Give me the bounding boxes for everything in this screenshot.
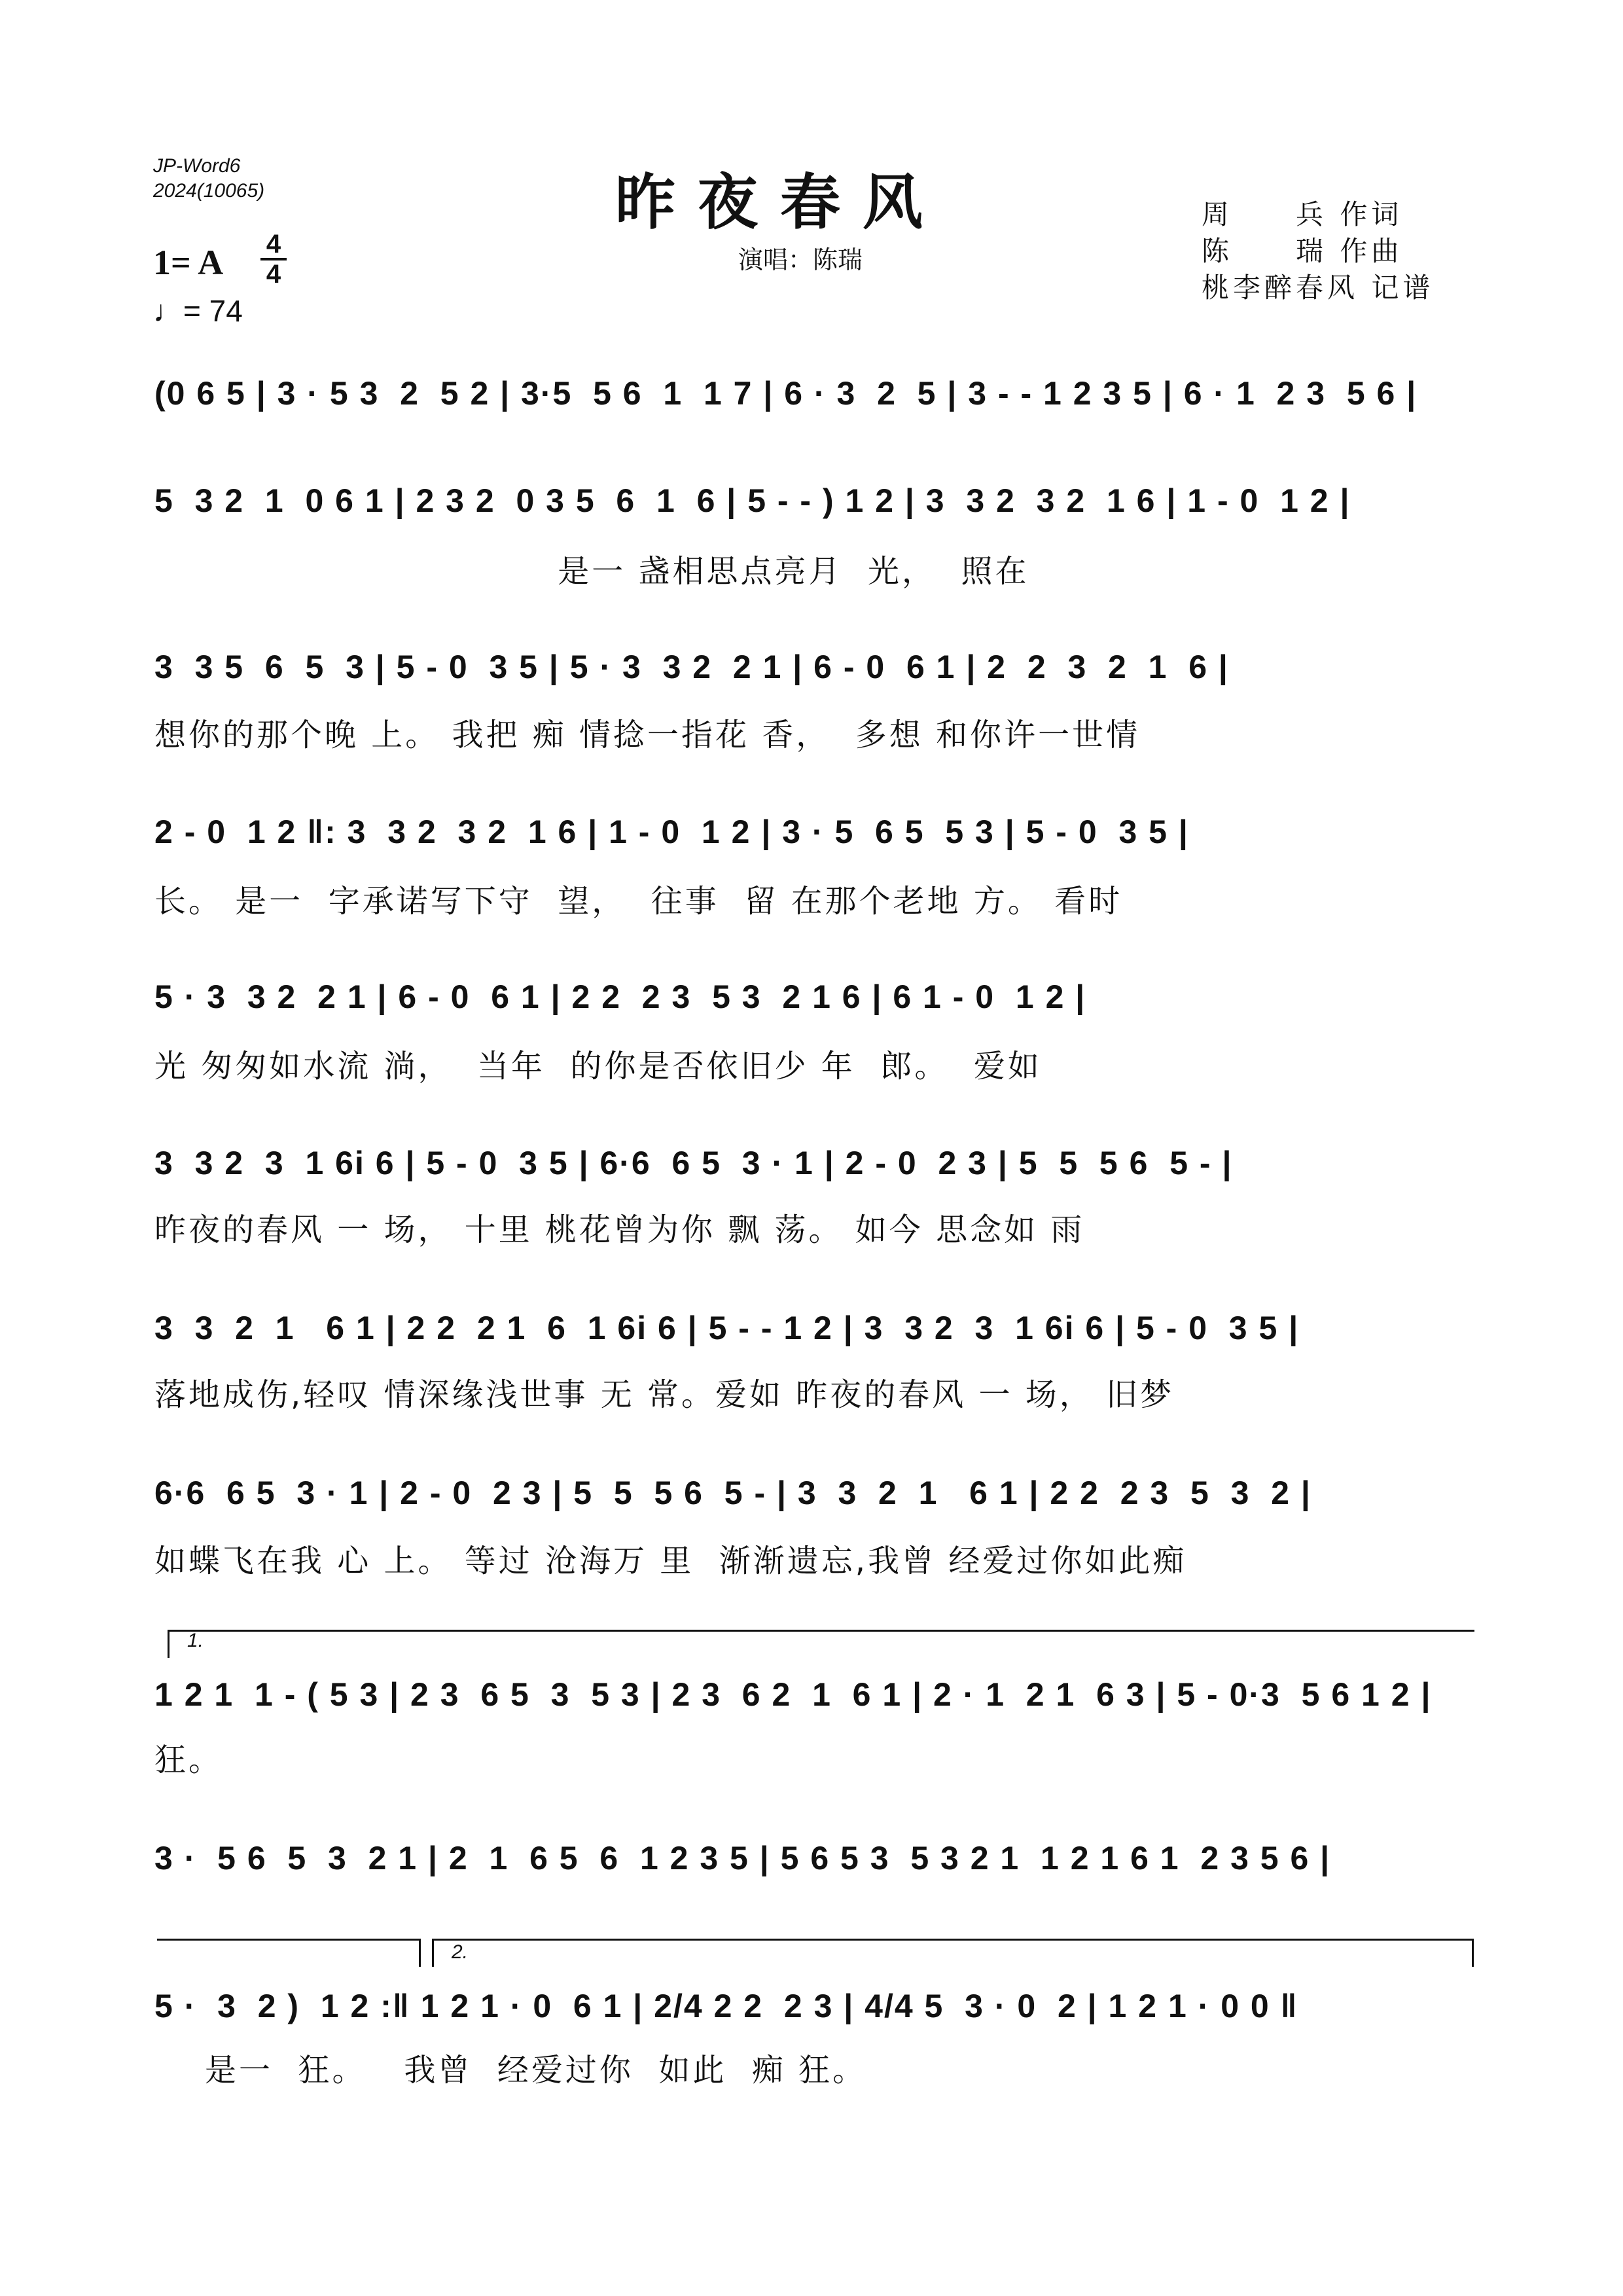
software-label: JP-Word6	[153, 155, 241, 177]
system-1-notes: (0 6 5 | 3 · 5 3 2 5 2 | 3·5 5 6 1 1 7 | 6 · 3 2 5 | 3 - - 1 2 3 5 | 6 · 1 2 3 5 6 |	[154, 375, 1418, 412]
system-7-notes: 3 3 2 1 6 1 | 2 2 2 1 6 1 6i 6 | 5 - - 1 2 | 3 3 2 3 1 6i 6 | 5 - 0 3 5 |	[154, 1310, 1300, 1346]
singer-credit: 演唱：陈瑞	[738, 245, 863, 274]
system-9-lyrics: 狂。	[154, 1742, 223, 1778]
system-2-notes: 5 3 2 1 0 6 1 | 2 3 2 0 3 5 6 1 6 | 5 - - ) 1 2 | 3 3 2 3 2 1 6 | 1 - 0 1 2 |	[154, 482, 1351, 519]
tempo-value: = 74	[183, 294, 243, 328]
system-8-lyrics: 如蝶飞在我 心 上。 等过 沧海万 里 渐渐遗忘,我曾 经爱过你如此痴	[154, 1543, 1187, 1579]
system-11-notes: 5 · 3 2 ) 1 2 :‖ 1 2 1 · 0 6 1 | 2/4 2 2 2 3 | 4/4 5 3 · 0 2 | 1 2 1 · 0 0 ‖	[154, 1988, 1298, 2024]
time-signature	[260, 230, 287, 288]
lyricist-credit: 周 兵 作词	[1202, 198, 1403, 230]
volta-bracket-1-continued	[157, 1939, 421, 1967]
system-10-notes: 3 · 5 6 5 3 2 1 | 2 1 6 5 6 1 2 3 5 | 5 6 5 3 5 3 2 1 1 2 1 6 1 2 3 5 6 |	[154, 1840, 1331, 1876]
system-3-notes: 3 3 5 6 5 3 | 5 - 0 3 5 | 5 · 3 3 2 2 1 | 6 - 0 6 1 | 2 2 3 2 1 6 |	[154, 649, 1229, 685]
system-4-lyrics: 长。 是一 字承诺写下守 望， 往事 留 在那个老地 方。 看时	[154, 883, 1123, 920]
system-3-lyrics: 想你的那个晚 上。 我把 痴 情捻一指花 香， 多想 和你许一世情	[154, 717, 1141, 753]
serial-number: 2024(10065)	[153, 180, 265, 202]
system-6-notes: 3 3 2 3 1 6i 6 | 5 - 0 3 5 | 6·6 6 5 3 · 1 | 2 - 0 2 3 | 5 5 5 6 5 - |	[154, 1145, 1233, 1181]
transcriber-credit: 桃李醉春风 记谱	[1202, 272, 1435, 304]
system-8-notes: 6·6 6 5 3 · 1 | 2 - 0 2 3 | 5 5 5 6 5 - | 3 3 2 1 6 1 | 2 2 2 3 5 3 2 |	[154, 1475, 1311, 1511]
volta-2-label: 2.	[452, 1941, 469, 1963]
key-signature: 1= A	[153, 243, 224, 282]
quarter-note-icon: ♩	[153, 294, 183, 328]
composer-credit: 陈 瑞 作曲	[1202, 235, 1403, 267]
system-4-notes: 2 - 0 1 2 ‖: 3 3 2 3 2 1 6 | 1 - 0 1 2 | 3 · 5 6 5 5 3 | 5 - 0 3 5 |	[154, 814, 1189, 850]
time-sig-bottom: 4	[266, 260, 281, 289]
system-5-lyrics: 光 匆匆如水流 淌， 当年 的你是否依旧少 年 郎。 爱如	[154, 1048, 1042, 1085]
system-7-lyrics: 落地成伤,轻叹 情深缘浅世事 无 常。爱如 昨夜的春风 一 场， 旧梦	[154, 1376, 1175, 1413]
time-sig-top: 4	[266, 230, 281, 259]
volta-1-label: 1.	[187, 1630, 204, 1651]
system-2-lyrics: 是一 盏相思点亮月 光， 照在	[154, 553, 1029, 590]
system-11-lyrics: 是一 狂。 我曾 经爱过你 如此 痴 狂。	[154, 2052, 867, 2089]
system-5-notes: 5 · 3 3 2 2 1 | 6 - 0 6 1 | 2 2 2 3 5 3 2 1 6 | 6 1 - 0 1 2 |	[154, 978, 1086, 1015]
volta-bracket-2	[432, 1939, 1474, 1967]
volta-bracket-1	[168, 1630, 1474, 1658]
system-9-notes: 1 2 1 1 - ( 5 3 | 2 3 6 5 3 5 3 | 2 3 6 2 1 6 1 | 2 · 1 2 1 6 3 | 5 - 0·3 5 6 1 2 |	[154, 1676, 1432, 1713]
system-6-lyrics: 昨夜的春风 一 场， 十里 桃花曾为你 飘 荡。 如今 思念如 雨	[154, 1211, 1085, 1248]
credits	[1202, 196, 1476, 306]
song-title: 昨夜春风	[615, 167, 946, 238]
tempo-marking	[153, 293, 243, 329]
